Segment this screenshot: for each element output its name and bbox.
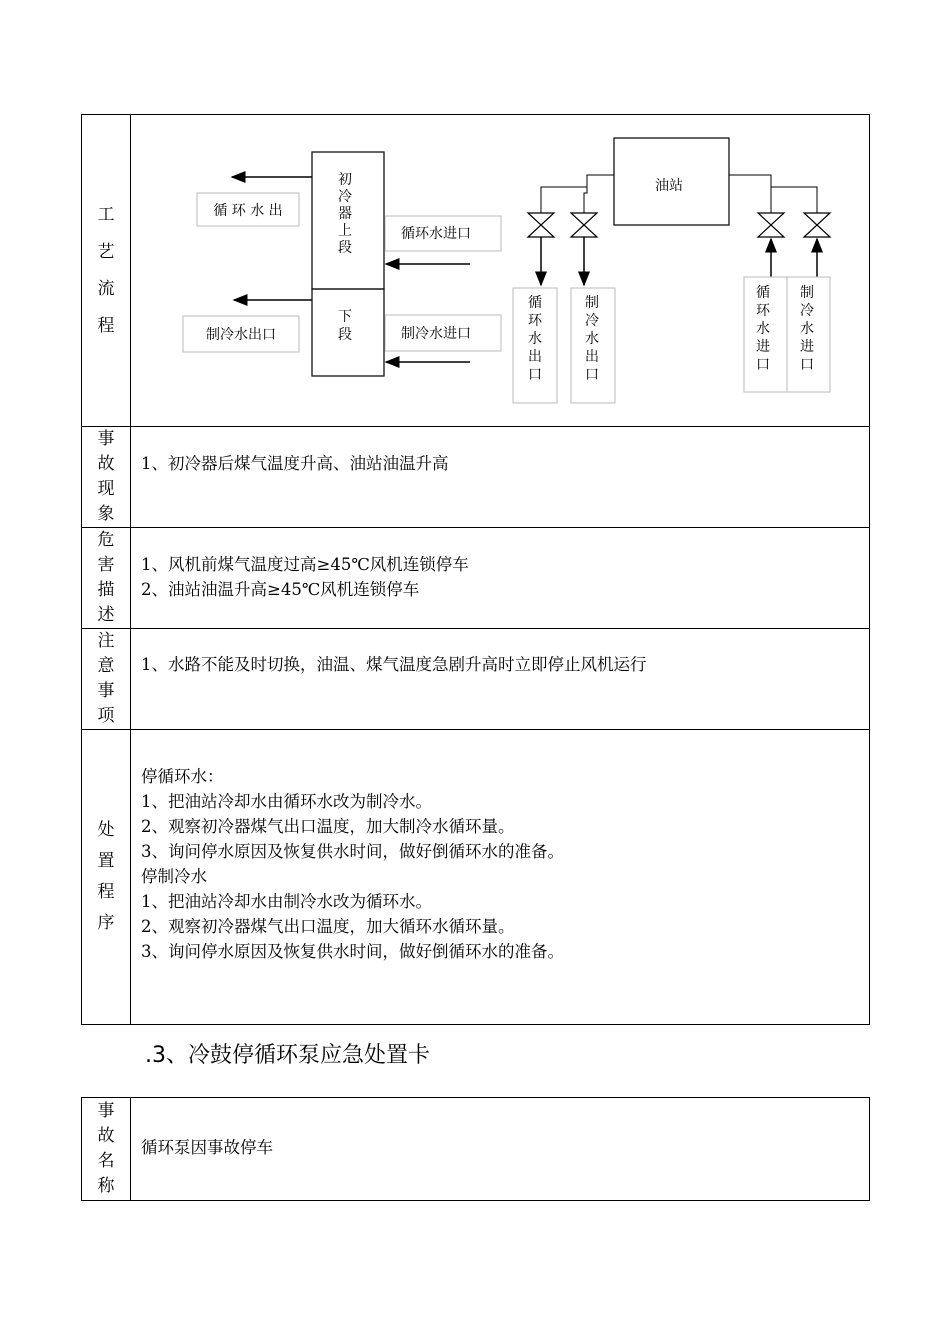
circ-in-label: 循环水进口 [401, 226, 471, 242]
procedure-line: 2、观察初冷器煤气出口温度，加大循环水循环量。 [141, 917, 515, 936]
notes-cell [131, 629, 870, 730]
cooler-upper-label: 初冷器上段 [338, 172, 352, 256]
hazard-line: 2、油站油温升高≥45℃风机连锁停车 [141, 580, 420, 599]
chilled-in-label: 制冷水进口 [401, 326, 471, 342]
symptom-line: 1、初冷器后煤气温度升高、油站油温升高 [141, 454, 449, 473]
procedure-line: 2、观察初冷器煤气出口温度，加大制冷水循环量。 [141, 817, 515, 836]
accident-name-value: 循环泵因事故停车 [141, 1138, 273, 1157]
process-flow-cell [131, 115, 870, 427]
process-flow-diagram [131, 115, 869, 426]
row-label-symptom: 事 故 现 象 [82, 427, 131, 528]
valve-icon [758, 213, 784, 237]
v-circ-out-label: 循环水出口 [528, 295, 542, 383]
row-label-process: 工 艺 流 程 [82, 115, 131, 427]
procedure-cell [131, 730, 870, 1025]
v-chill-in-label: 制冷水进口 [800, 285, 814, 373]
oil-in-pipe-1 [729, 175, 817, 213]
row-label-notes: 注 意 事 项 [82, 629, 131, 730]
symptom-cell [131, 427, 870, 528]
valve-icon [804, 213, 830, 237]
procedure-line: 1、把油站冷却水由循环水改为制冷水。 [141, 792, 432, 811]
valve-icon [571, 213, 597, 237]
procedure-line: 3、询问停水原因及恢复供水时间，做好倒循环水的准备。 [141, 942, 564, 961]
procedure-line: 停制冷水 [141, 867, 207, 886]
procedure-line: 停循环水： [141, 767, 224, 786]
section-heading: .3、冷鼓停循环泵应急处置卡 [145, 1043, 430, 1068]
cooler-lower-label: 下段 [338, 309, 352, 343]
notes-line: 1、水路不能及时切换，油温、煤气温度急剧升高时立即停止风机运行 [141, 655, 647, 674]
row-label-accident-name: 事 故 名 称 [82, 1098, 131, 1201]
row-label-procedure: 处 置 程 序 [82, 730, 131, 1025]
oil-out-pipe-2 [584, 187, 587, 213]
procedure-line: 3、询问停水原因及恢复供水时间，做好倒循环水的准备。 [141, 842, 564, 861]
valve-icon [528, 213, 554, 237]
accident-name-cell [131, 1098, 870, 1201]
process-card-table [81, 114, 870, 1025]
v-circ-in-label: 循环水进口 [756, 285, 770, 373]
hazard-cell [131, 528, 870, 629]
hazard-line: 1、风机前煤气温度过高≥45℃风机连锁停车 [141, 555, 469, 574]
v-chill-out-label: 制冷水出口 [585, 295, 599, 383]
row-label-hazard: 危 害 描 述 [82, 528, 131, 629]
chilled-out-label: 制冷水出口 [206, 327, 276, 343]
accident-name-table [81, 1097, 870, 1201]
procedure-line: 1、把油站冷却水由制冷水改为循环水。 [141, 892, 432, 911]
circ-out-label: 循 环 水 出 [213, 203, 283, 219]
oil-out-pipe-1 [541, 175, 614, 213]
oil-station-label: 油站 [655, 178, 683, 194]
